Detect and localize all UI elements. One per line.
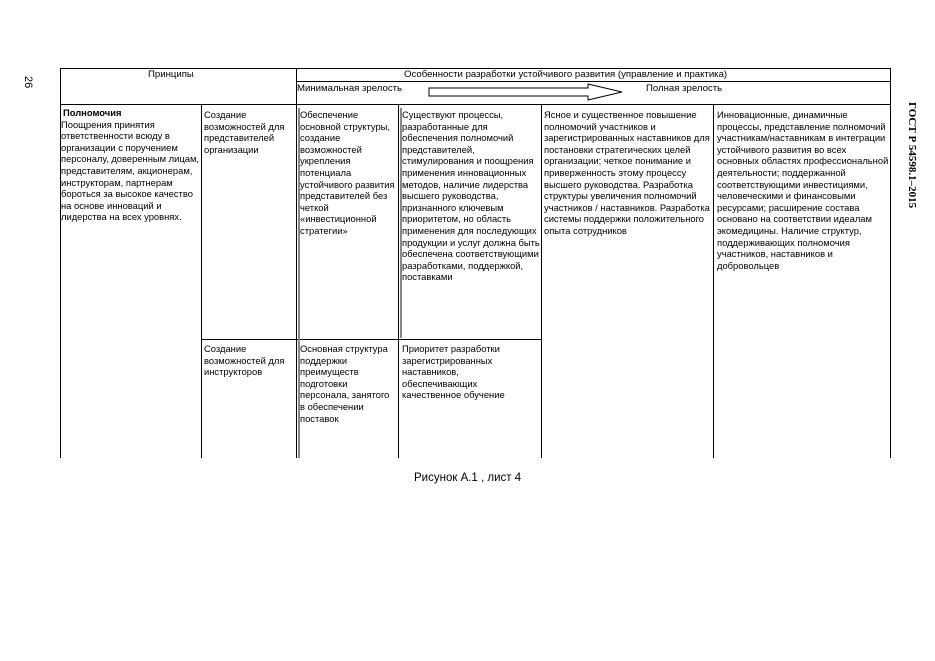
level-2-instructors: Приоритет разработки зарегистрированных наставников, обеспечивающих качественное обучение [402, 343, 505, 401]
level-2-representatives: Существуют процессы, разработанные для обеспечения полномочий представителей, стимулирования и поощрения применения инновационных методов, наличие лидерства высшего руководства, признанного ключевым приоритетом, но область применения для последующих продукции и услуг должна быть обеспечена соответствующими разработками, поддержкой, поставками [402, 109, 540, 283]
principle-cell [61, 107, 199, 267]
table-right-border [890, 68, 891, 458]
features-header: Особенности разработки устойчивого развития (управление и практика) [404, 69, 728, 80]
header-bottom-border [60, 104, 891, 105]
level-3-shared: Ясное и существенное повышение полномочий участников и зарегистрированных наставников для постановки стратегических целей организации; четкое понимание и приверженность этому процессу высшего руководства. Разработка структуры увеличения полномочий участников / наставников. Разработка системы поддержки положительного опыта сотрудников [544, 109, 710, 236]
level-1-representatives: Обеспечение основной структуры, создание возможностей укрепления потенциала устойчивого развития представителей без четкой «инвестиционной стратегии» [300, 109, 395, 236]
level-4-shared: Инновационные, динамичные процессы, представление полномочий участникам/наставникам в интеграции устойчивого развития во всех основных областях профессиональной деятельности; поддержанной соответствующими инвестициями, человеческими и финансовыми ресурсами; расширение состава основано на соответствии идеалам экомедицины. Наличие структур, поддерживающих полномочия участников, наставников и добровольцев [717, 109, 889, 271]
col-divider-level2 [398, 104, 399, 458]
standard-code: ГОСТ Р 54598.1–2015 [906, 102, 918, 209]
col-divider-level3 [541, 104, 542, 458]
principle-title: Полномочия [63, 107, 122, 118]
row-divider [201, 339, 541, 340]
row-label-representatives: Создание возможностей для представителей организации [204, 109, 285, 155]
col-divider-label [201, 104, 202, 458]
col-divider-level4 [713, 104, 714, 458]
figure-caption: Рисунок А.1 , лист 4 [414, 472, 522, 484]
full-maturity-label: Полная зрелость [646, 83, 723, 94]
min-maturity-label: Минимальная зрелость [297, 83, 403, 94]
maturity-arrow-icon [428, 82, 624, 102]
principles-header: Принципы [148, 69, 194, 80]
col-divider-principles [296, 68, 297, 458]
page-number: 26 [22, 76, 34, 89]
principle-text: Поощрения принятия ответственности всюду в организации с поручением персоналу, доверенным лицам, представителям, акционерам, инструкторам, партнерам бороться за высокое качество на основе инноваций и лидерства на всех уровнях. [61, 118, 199, 223]
row-label-instructors: Создание возможностей для инструкторов [204, 343, 285, 378]
level-1-instructors: Основная структура поддержки преимуществ подготовки персонала, занятого в обеспечении поставок [300, 343, 390, 424]
